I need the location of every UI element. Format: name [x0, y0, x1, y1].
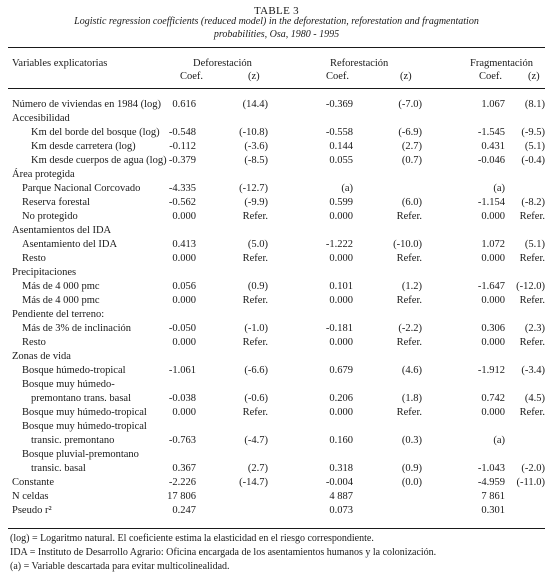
table-row [0, 392, 553, 406]
coef-cell: 0.431 [481, 141, 505, 152]
z-cell: Refer. [242, 211, 268, 222]
z-cell: (-0.6) [244, 393, 268, 404]
coef-cell: (a) [493, 183, 505, 194]
table-row [0, 420, 553, 434]
coef-cell: 0.301 [481, 505, 505, 516]
coef-cell: 0.306 [481, 323, 505, 334]
row-label: Más de 3% de inclinación [22, 323, 132, 334]
row-label: Bosque húmedo-tropical [22, 365, 126, 376]
row-label: Área protegida [12, 169, 75, 180]
table-row [0, 448, 553, 462]
z-cell: Refer. [519, 253, 545, 264]
z-cell: (6.0) [401, 197, 422, 208]
z-cell: (5.1) [524, 239, 545, 250]
z-cell: (-2.2) [398, 323, 422, 334]
z-cell: (4.6) [401, 365, 422, 376]
coef-cell: -0.369 [325, 99, 353, 110]
table-row [0, 476, 553, 490]
coef-cell: -0.548 [168, 127, 196, 138]
z-cell: (-9.9) [244, 197, 268, 208]
row-label: Número de viviendas en 1984 (log) [12, 99, 162, 110]
row-label: Bosque muy húmedo- [22, 379, 115, 390]
coef-cell: -1.647 [477, 281, 505, 292]
row-label: Bosque muy húmedo-tropical [22, 421, 147, 432]
z-cell: Refer. [396, 337, 422, 348]
z-cell: (-0.4) [521, 155, 545, 166]
table-row [0, 154, 553, 168]
coef-cell: 0.318 [329, 463, 353, 474]
z-cell: Refer. [519, 407, 545, 418]
coef-cell: 0.742 [481, 393, 505, 404]
z-cell: (-6.9) [398, 127, 422, 138]
table-row [0, 196, 553, 210]
coef-cell: -1.061 [168, 365, 196, 376]
row-label: transic. basal [31, 463, 86, 474]
row-label: Más de 4 000 pmc [22, 281, 100, 292]
table-row [0, 406, 553, 420]
coef-cell: 0.000 [481, 337, 505, 348]
table-row [0, 294, 553, 308]
coef-cell: 0.367 [172, 463, 196, 474]
coef-cell: 0.000 [481, 295, 505, 306]
row-label: Km desde carretera (log) [31, 141, 136, 152]
z-cell: (-10.8) [239, 127, 268, 138]
table-row [0, 336, 553, 350]
coef-cell: -0.763 [168, 435, 196, 446]
z-cell: (-3.6) [244, 141, 268, 152]
z-header: (z) [400, 71, 412, 82]
z-cell: (-12.7) [239, 183, 268, 194]
z-cell: (1.8) [401, 393, 422, 404]
footnote-log: (log) = Logaritmo natural. El coeficiente estima la elasticidad en el riesgo correspondiente. [10, 533, 374, 544]
row-label: No protegido [22, 211, 78, 222]
table-row [0, 462, 553, 476]
table-row [0, 126, 553, 140]
coef-cell: 0.206 [329, 393, 353, 404]
z-cell: Refer. [242, 407, 268, 418]
coef-cell: (a) [493, 435, 505, 446]
row-label: Bosque pluvial-premontano [22, 449, 139, 460]
table-row [0, 434, 553, 448]
z-cell: (-2.0) [521, 463, 545, 474]
z-cell: (5.1) [524, 141, 545, 152]
table-row [0, 252, 553, 266]
z-cell: Refer. [242, 337, 268, 348]
coef-cell: 0.073 [329, 505, 353, 516]
coef-cell: 0.056 [172, 281, 196, 292]
row-label: Reserva forestal [22, 197, 90, 208]
table-row [0, 140, 553, 154]
coef-cell: -0.046 [477, 155, 505, 166]
coef-cell: 0.000 [172, 211, 196, 222]
z-cell: (-1.0) [244, 323, 268, 334]
coef-cell: -2.226 [168, 477, 196, 488]
coef-cell: -0.558 [325, 127, 353, 138]
z-cell: (4.5) [524, 393, 545, 404]
z-cell: (-7.0) [398, 99, 422, 110]
coef-cell: 0.599 [329, 197, 353, 208]
coef-cell: 0.144 [329, 141, 353, 152]
table-row [0, 238, 553, 252]
z-header: (z) [248, 71, 260, 82]
coef-cell: 0.000 [172, 253, 196, 264]
table-number: TABLE 3 [254, 5, 299, 17]
z-cell: (-4.7) [244, 435, 268, 446]
table-row [0, 224, 553, 238]
table-row [0, 266, 553, 280]
row-label: Precipitaciones [12, 267, 77, 278]
z-cell: (0.7) [401, 155, 422, 166]
row-label: Resto [22, 253, 46, 264]
table-row [0, 378, 553, 392]
table-row [0, 364, 553, 378]
coef-cell: 0.413 [172, 239, 196, 250]
row-label: Km desde cuerpos de agua (log) [31, 155, 167, 166]
z-cell: Refer. [519, 295, 545, 306]
z-cell: (8.1) [524, 99, 545, 110]
coef-header: Coef. [326, 71, 350, 82]
variables-header: Variables explicatorias [12, 58, 108, 69]
row-label: premontano trans. basal [31, 393, 132, 404]
row-label: Pendiente del terreno: [12, 309, 105, 320]
z-cell: (14.4) [242, 99, 268, 110]
z-cell: (2.3) [524, 323, 545, 334]
row-label: Pseudo r² [12, 505, 52, 516]
coef-cell: 0.160 [329, 435, 353, 446]
z-cell: Refer. [396, 407, 422, 418]
coef-cell: 0.000 [481, 407, 505, 418]
coef-cell: -0.004 [325, 477, 353, 488]
coef-cell: 17 806 [167, 491, 196, 502]
z-cell: (-9.5) [521, 127, 545, 138]
z-cell: (5.0) [247, 239, 268, 250]
row-label: transic. premontano [31, 435, 115, 446]
coef-cell: 0.000 [329, 337, 353, 348]
table-row [0, 308, 553, 322]
row-label: Parque Nacional Corcovado [22, 183, 141, 194]
z-header: (z) [528, 71, 540, 82]
table-row [0, 112, 553, 126]
coef-cell: -4.335 [168, 183, 196, 194]
coef-cell: (a) [341, 183, 353, 194]
coef-cell: -1.222 [325, 239, 353, 250]
table-row [0, 210, 553, 224]
group-header-reforestacion: Reforestación [330, 58, 389, 69]
coef-cell: -4.959 [477, 477, 505, 488]
top-rule [8, 47, 545, 48]
coef-cell: -1.545 [477, 127, 505, 138]
z-cell: (0.3) [401, 435, 422, 446]
z-cell: (2.7) [401, 141, 422, 152]
row-label: Zonas de vida [12, 351, 71, 362]
z-cell: (0.9) [247, 281, 268, 292]
z-cell: (-3.4) [521, 365, 545, 376]
coef-cell: 0.055 [329, 155, 353, 166]
coef-cell: 0.000 [172, 407, 196, 418]
coef-cell: 0.616 [172, 99, 196, 110]
z-cell: Refer. [396, 211, 422, 222]
z-cell: (-14.7) [239, 477, 268, 488]
z-cell: (-8.2) [521, 197, 545, 208]
row-label: Resto [22, 337, 46, 348]
z-cell: (-6.6) [244, 365, 268, 376]
coef-cell: -0.050 [168, 323, 196, 334]
z-cell: (0.9) [401, 463, 422, 474]
group-header-fragmentacion: Fragmentación [470, 58, 533, 69]
coef-cell: 1.072 [481, 239, 505, 250]
z-cell: Refer. [242, 253, 268, 264]
group-header-deforestacion: Deforestación [193, 58, 252, 69]
header-rule [8, 88, 545, 89]
coef-cell: 0.000 [329, 295, 353, 306]
z-cell: (2.7) [247, 463, 268, 474]
coef-cell: 0.000 [329, 211, 353, 222]
z-cell: Refer. [396, 253, 422, 264]
z-cell: (-10.0) [393, 239, 422, 250]
coef-header: Coef. [180, 71, 204, 82]
coef-cell: -0.181 [325, 323, 353, 334]
row-label: N celdas [12, 491, 49, 502]
coef-cell: 4 887 [329, 491, 353, 502]
z-cell: (-11.0) [516, 477, 545, 488]
row-label: Accesibilidad [12, 113, 70, 124]
coef-cell: -0.038 [168, 393, 196, 404]
footnote-ida: IDA = Instituto de Desarrollo Agrario: Oficina encargada de los asentamientos humanos y la colonización. [10, 547, 437, 558]
table-row [0, 322, 553, 336]
row-label: Constante [12, 477, 54, 488]
row-label: Asentamiento del IDA [22, 239, 118, 250]
table-row [0, 182, 553, 196]
z-cell: Refer. [242, 295, 268, 306]
row-label: Asentamientos del IDA [12, 225, 112, 236]
bottom-rule [8, 528, 545, 529]
row-label: Más de 4 000 pmc [22, 295, 100, 306]
coef-cell: 0.000 [481, 253, 505, 264]
coef-header: Coef. [479, 71, 503, 82]
z-cell: (0.0) [401, 477, 422, 488]
coef-cell: 0.247 [172, 505, 196, 516]
coef-cell: 0.101 [329, 281, 353, 292]
coef-cell: 0.000 [329, 253, 353, 264]
z-cell: Refer. [396, 295, 422, 306]
coef-cell: -1.043 [477, 463, 505, 474]
table-row [0, 98, 553, 112]
table-row [0, 350, 553, 364]
coef-cell: -0.379 [168, 155, 196, 166]
coef-cell: -0.112 [169, 141, 196, 152]
footnote-a: (a) = Variable descartada para evitar multicolinealidad. [10, 561, 230, 572]
table-row [0, 280, 553, 294]
table-row [0, 168, 553, 182]
coef-cell: -1.912 [477, 365, 505, 376]
coef-cell: -0.562 [168, 197, 196, 208]
row-label: Km del borde del bosque (log) [31, 127, 160, 138]
z-cell: Refer. [519, 211, 545, 222]
table-title: Logistic regression coefficients (reduced model) in the deforestation, reforestation and fragmentation [74, 16, 479, 27]
row-label: Bosque muy húmedo-tropical [22, 407, 147, 418]
z-cell: (-8.5) [244, 155, 268, 166]
z-cell: (1.2) [401, 281, 422, 292]
coef-cell: 7 861 [481, 491, 505, 502]
z-cell: Refer. [519, 337, 545, 348]
coef-cell: 0.000 [172, 295, 196, 306]
coef-cell: 0.000 [329, 407, 353, 418]
coef-cell: 0.679 [329, 365, 353, 376]
coef-cell: -1.154 [477, 197, 505, 208]
table-row [0, 504, 553, 518]
coef-cell: 0.000 [481, 211, 505, 222]
coef-cell: 1.067 [481, 99, 505, 110]
z-cell: (-12.0) [516, 281, 545, 292]
coef-cell: 0.000 [172, 337, 196, 348]
table-title-continued: probabilities, Osa, 1980 - 1995 [213, 29, 340, 40]
table-row [0, 490, 553, 504]
